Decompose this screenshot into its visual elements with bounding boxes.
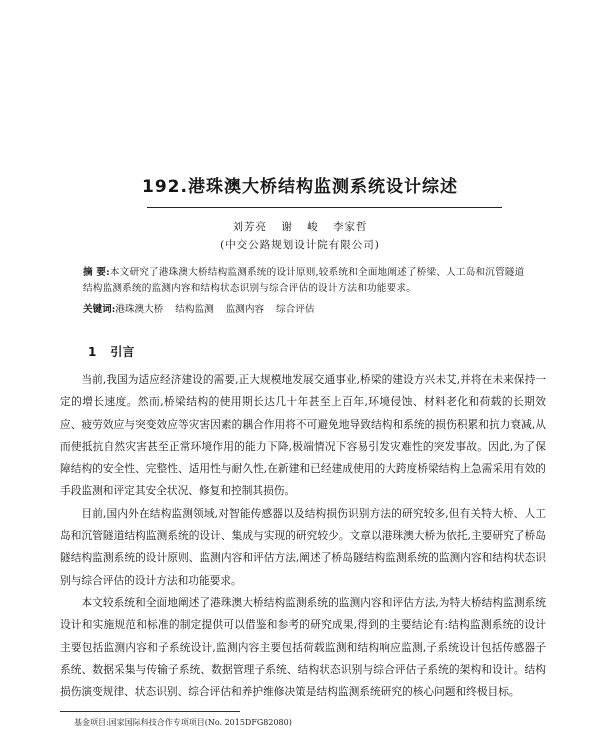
paragraph: 目前,国内外在结构监测领域,对智能传感器以及结构损伤识别方法的研究较多,但有关特大桥、人工岛和沉管隧道结构监测系统的设计、集成与实现的研究较少。文章以港珠澳大桥为依托,主要研究了桥岛隧结构监测系统的设计原则、监测内容和评估方法,阐述了桥岛隧结构监测系统的监测内容和结构状态识别与综合评估的设计方法和功能要求。 — [60, 506, 546, 587]
section-heading — [88, 343, 134, 360]
keyword: 结构监测 — [175, 304, 214, 315]
abstract — [83, 265, 530, 297]
keywords — [83, 302, 530, 318]
keyword: 综合评估 — [276, 304, 315, 315]
authors: 刘芳亮 谢 峻 李家哲 — [232, 221, 368, 233]
paragraph: 当前,我国为适应经济建设的需要,正大规模地发展交通事业,桥梁的建设方兴未艾,并将在未来保持一定的增长速度。然而,桥梁结构的使用期长达几十年甚至上百年,环境侵蚀、材料老化和荷载的长期效应、疲劳效应与突变效应等灾害因素的耦合作用将不可避免地导致结构和系统的损伤积累和抗力衰减,从而使抵抗自然灾害甚至正常环境作用的能力下降,极端情况下容易引发灾难性的突发事故。因此,为了保障结构的安全性、完整性、适用性与耐久性,在新建和已经建成使用的大跨度桥梁结构上急需采用有效的手段监测和评定其安全状况、修复和控制其损伤。 — [60, 373, 546, 498]
abstract-label: 摘 要: — [83, 267, 110, 278]
body-text — [60, 369, 546, 703]
section-number: 1 — [88, 345, 97, 359]
footnote-rule — [60, 711, 240, 712]
keyword: 监测内容 — [225, 304, 265, 315]
affiliation: (中交公路规划设计院有限公司) — [220, 239, 380, 251]
abstract-text: 本文研究了港珠澳大桥结构监测系统的设计原则,较系统和全面地阐述了桥梁、人工岛和沉管隧道结构监测系统的监测内容和结构状态识别与综合评估的设计方法和功能要求。 — [83, 267, 525, 294]
section-title: 引言 — [110, 345, 135, 359]
paragraph: 本文较系统和全面地阐述了港珠澳大桥结构监测系统的监测内容和评估方法,为特大桥结构监测系统设计和实施规范和标准的制定提供可以借鉴和参考的研究成果,得到的主要结论有:结构监测系统的设计主要包括监测内容和子系统设计,监测内容主要包括荷载监测和结构响应监测,子系统设计包括传感器子系统、数据采集与传输子系统、数据管理子系统、结构状态识别与综合评估子系统的架构和设计。结构损伤演变规律、状态识别、综合评估和养护维修决策是结构监测系统研究的核心问题和终极目标。 — [60, 595, 546, 699]
keywords-label: 关键词: — [83, 304, 116, 315]
title-rule — [147, 207, 502, 208]
footnote: 基金项目:国家国际科技合作专项项目(No. 2015DFG82080) — [74, 718, 292, 727]
paper-title: 192.港珠澳大桥结构监测系统设计综述 — [142, 177, 458, 197]
keyword: 港珠澳大桥 — [115, 304, 164, 315]
